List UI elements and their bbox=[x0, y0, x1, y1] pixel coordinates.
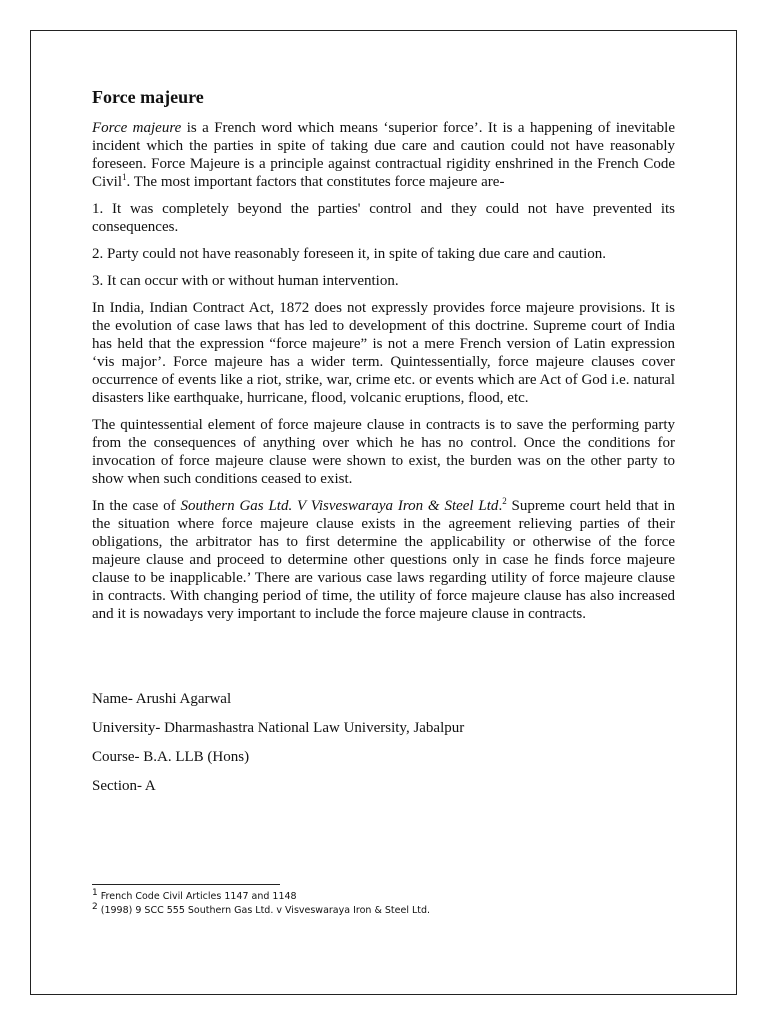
footnote-text: French Code Civil Articles 1147 and 1148 bbox=[97, 891, 297, 902]
footnote-text: (1998) 9 SCC 555 Southern Gas Ltd. v Visveswaraya Iron & Steel Ltd. bbox=[97, 905, 431, 916]
footnote-number: 1 bbox=[92, 887, 98, 898]
author-university: University- Dharmashastra National Law University, Jabalpur bbox=[92, 720, 465, 736]
case-text-c: Supreme court held that in the situation where force majeure clause exists in the agreement relieving parties of their obligations, the arbitrator has to first determine the applicability or otherwise of the force majeure clause and proceed to determine other questions only in case he finds force majeure clause to be inapplicable.’ There are various case laws regarding utility of force majeure clause in contracts. With changing period of time, the utility of force majeure clause has also increased and it is nowadays very important to include the force majeure clause in contracts. bbox=[92, 498, 675, 622]
italic-term: Force majeure bbox=[92, 120, 182, 136]
footnote-number: 2 bbox=[92, 901, 98, 912]
author-name: Name- Arushi Agarwal bbox=[92, 691, 232, 707]
factor-2: 2. Party could not have reasonably foreseen it, in spite of taking due care and caution. bbox=[92, 246, 606, 262]
case-text-b: . bbox=[498, 498, 503, 514]
case-name: Southern Gas Ltd. V Visveswaraya Iron & Steel Ltd bbox=[180, 498, 499, 514]
intro-text: is a French word which means ‘superior force’. It is a happening of inevitable incident which the parties in spite of taking due care and caution could not have reasonably foreseen. Force Majeure is a principle against contractual rigidity enshrined in the French Code Civil bbox=[92, 120, 675, 190]
document-body bbox=[92, 86, 675, 632]
footnote-ref-2[interactable]: 2 bbox=[502, 496, 507, 506]
footnote-1 bbox=[92, 887, 430, 904]
intro-text-end: . The most important factors that constitutes force majeure are- bbox=[126, 174, 505, 190]
author-course: Course- B.A. LLB (Hons) bbox=[92, 749, 250, 765]
essential-paragraph: The quintessential element of force majeure clause in contracts is to save the performing party from the consequences of anything over which he has no control. Once the conditions for invocation of force majeure clause were shown to exist, the burden was on the other party to show when such conditions ceased to exist. bbox=[92, 417, 675, 487]
factor-1: 1. It was completely beyond the parties' control and they could not have prevented its consequences. bbox=[92, 201, 675, 235]
footnotes bbox=[92, 887, 431, 918]
india-paragraph: In India, Indian Contract Act, 1872 does not expressly provides force majeure provisions. It is the evolution of case laws that has led to development of this doctrine. Supreme court of India has held that the expression “force majeure” is not a mere French version of Latin expression ‘vis major’. Force majeure has a wider term. Quintessentially, force majeure clauses cover occurrence of events like a riot, strike, war, crime etc. or events which are Act of God i.e. natural disasters like earthquake, hurricane, flood, volcanic eruptions, flood, etc. bbox=[92, 300, 675, 406]
case-paragraph bbox=[92, 497, 675, 623]
intro-paragraph bbox=[92, 119, 675, 191]
author-section: Section- A bbox=[92, 778, 156, 794]
page-title: Force majeure bbox=[92, 87, 204, 107]
case-text-a: In the case of bbox=[92, 498, 181, 514]
factor-3: 3. It can occur with or without human intervention. bbox=[92, 273, 399, 289]
footnote-ref-1[interactable]: 1 bbox=[122, 172, 127, 182]
footnote-2 bbox=[92, 901, 431, 918]
author-details bbox=[92, 690, 464, 806]
footnote-divider bbox=[92, 884, 280, 885]
